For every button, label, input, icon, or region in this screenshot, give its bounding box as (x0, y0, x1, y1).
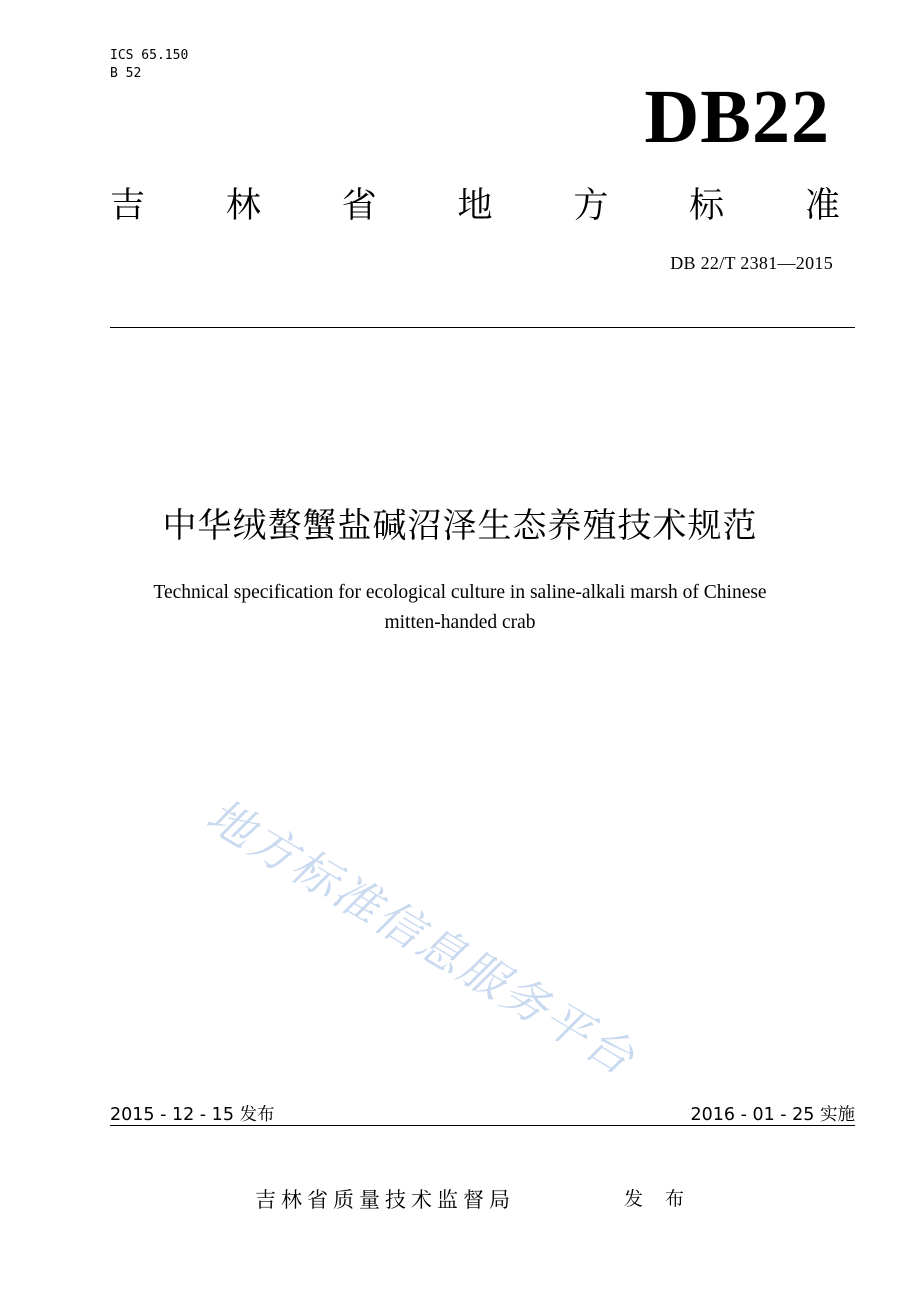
document-title-chinese: 中华绒螯蟹盐碱沼泽生态养殖技术规范 (162, 506, 758, 546)
standard-type-char: 省 (341, 186, 377, 226)
publisher-name: 吉林省质量技术监督局 (255, 1188, 515, 1212)
standard-type-char: 地 (457, 186, 493, 226)
header-divider (110, 327, 855, 328)
document-title-english (110, 578, 810, 638)
standard-type-char: 准 (804, 186, 840, 226)
footer-divider (110, 1125, 855, 1126)
ics-code: ICS 65.150 (110, 48, 189, 63)
standard-number: DB 22/T 2381—2015 (670, 253, 833, 273)
standard-type-char: 标 (689, 186, 725, 226)
standard-code-large: DB22 (644, 75, 830, 159)
standard-type-char: 方 (573, 186, 609, 226)
standard-type-char: 林 (225, 186, 261, 226)
publish-label: 发 布 (624, 1188, 693, 1210)
ccs-code: B 52 (110, 66, 142, 81)
classification-codes (110, 47, 188, 83)
issue-date: 2015 - 12 - 15 发布 (110, 1105, 275, 1125)
standard-type-char: 吉 (110, 186, 146, 226)
standard-type (110, 180, 840, 226)
english-title-line: Technical specification for ecological culture in saline-alkali marsh of Chinese (153, 582, 767, 603)
implementation-date: 2016 - 01 - 25 实施 (690, 1105, 855, 1125)
watermark: 地方标准信息服务平台 (197, 787, 646, 1087)
english-title-line: mitten-handed crab (384, 612, 536, 633)
